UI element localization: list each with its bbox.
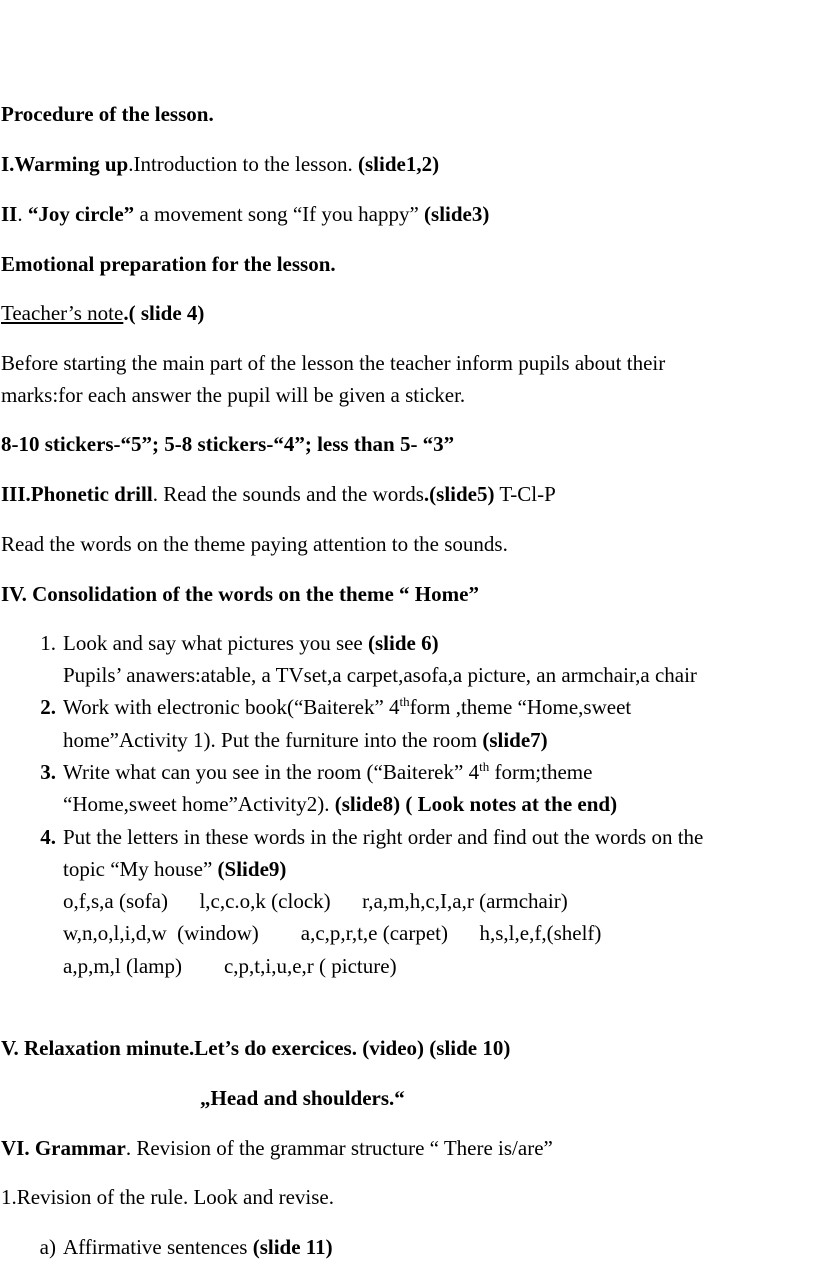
joy-circle-dot: . (17, 202, 28, 226)
list-number: 4. (40, 825, 56, 849)
teachers-note (1, 298, 204, 329)
item-text-cont: form;theme (489, 760, 593, 784)
scrambled-words-row-1: o,f,s,a (sofa) l,c,c.o,k (clock) r,a,m,h,c,I,a,r (armchair) (63, 889, 568, 913)
joy-circle-text: a movement song “If you happy” (134, 202, 425, 226)
phonetic-drill-slide: .(slide5) (423, 482, 495, 506)
item-text: Affirmative sentences (63, 1235, 253, 1259)
phonetic-drill-text: . Read the sounds and the words (152, 482, 424, 506)
teachers-note-slide: .( slide 4) (123, 301, 205, 325)
section-phonetic-drill (1, 479, 556, 510)
item-text: topic “My house” (63, 857, 218, 881)
grammar-text: . Revision of the grammar structure “ There is/are” (125, 1136, 553, 1160)
joy-circle-slide: (slide3) (424, 202, 490, 226)
warming-up-slide: (slide1,2) (358, 152, 440, 176)
item-slide: (Slide9) (217, 857, 287, 881)
list-number: 1. (40, 631, 56, 655)
grammar-title: VI. Grammar (1, 1136, 126, 1160)
phonetic-drill-mode: T-Cl-P (494, 482, 556, 506)
item-continuation (63, 854, 286, 885)
pupils-answers: Pupils’ anawers:atable, a TVset,a carpet,asofa,a picture, an armchair,a chair (63, 663, 697, 687)
item-text: Put the letters in these words in the right order and find out the words on the (63, 825, 704, 849)
item-continuation (63, 789, 617, 820)
section-warming-up (1, 149, 439, 180)
list-number: 2. (40, 695, 56, 719)
item-slide: (slide 6) (368, 631, 439, 655)
item-text: Write what can you see in the room (“Baiterek” 4 (63, 760, 480, 784)
item-text: Look and say what pictures you see (63, 631, 369, 655)
read-words-instruction: Read the words on the theme paying attention to the sounds. (1, 532, 508, 556)
phonetic-drill-title: III.Phonetic drill (1, 482, 153, 506)
sub-list-letter: a) (39, 1235, 56, 1259)
warming-up-title: I.Warming up (1, 152, 129, 176)
joy-circle-numeral: II (1, 202, 18, 226)
section-consolidation: IV. Consolidation of the words on the theme “ Home” (1, 582, 479, 606)
item-text-cont: form ,theme “Home,sweet (409, 695, 632, 719)
joy-circle-title: “Joy circle” (27, 202, 135, 226)
warming-up-text: .Introduction to the lesson. (128, 152, 359, 176)
section-joy-circle (1, 199, 489, 230)
lesson-procedure-heading: Procedure of the lesson. (1, 102, 214, 126)
item-slide: (slide8) ( Look notes at the end) (334, 792, 618, 816)
teachers-note-label: Teacher’s note (1, 301, 124, 325)
section-relaxation: V. Relaxation minute.Let’s do exercices. (video) (slide 10) (1, 1036, 511, 1060)
marks-paragraph-line-1: Before starting the main part of the lesson the teacher inform pupils about their (1, 351, 666, 375)
item-slide: (slide 11) (252, 1235, 333, 1259)
scrambled-words-row-3: a,p,m,l (lamp) c,p,t,i,u,e,r ( picture) (63, 954, 397, 978)
marks-paragraph-line-2: marks:for each answer the pupil will be given a sticker. (1, 383, 466, 407)
item-text: home”Activity 1). Put the furniture into the room (63, 728, 483, 752)
revision-of-rule: 1.Revision of the rule. Look and revise. (1, 1185, 335, 1209)
song-title: „Head and shoulders.“ (200, 1086, 405, 1110)
scrambled-words-row-2: w,n,o,l,i,d,w (window) a,c,p,r,t,e (carpet) h,s,l,e,f,(shelf) (63, 921, 602, 945)
item-text: Work with electronic book(“Baiterek” 4 (63, 695, 400, 719)
superscript: th (399, 694, 410, 709)
item-continuation (63, 725, 548, 756)
superscript: th (479, 759, 490, 774)
section-grammar (1, 1133, 553, 1164)
stickers-grading: 8-10 stickers-“5”; 5-8 stickers-“4”; less than 5- “3” (1, 432, 455, 456)
item-slide: (slide7) (482, 728, 548, 752)
emotional-preparation: Emotional preparation for the lesson. (1, 252, 336, 276)
item-text: “Home,sweet home”Activity2). (63, 792, 335, 816)
list-number: 3. (40, 760, 56, 784)
